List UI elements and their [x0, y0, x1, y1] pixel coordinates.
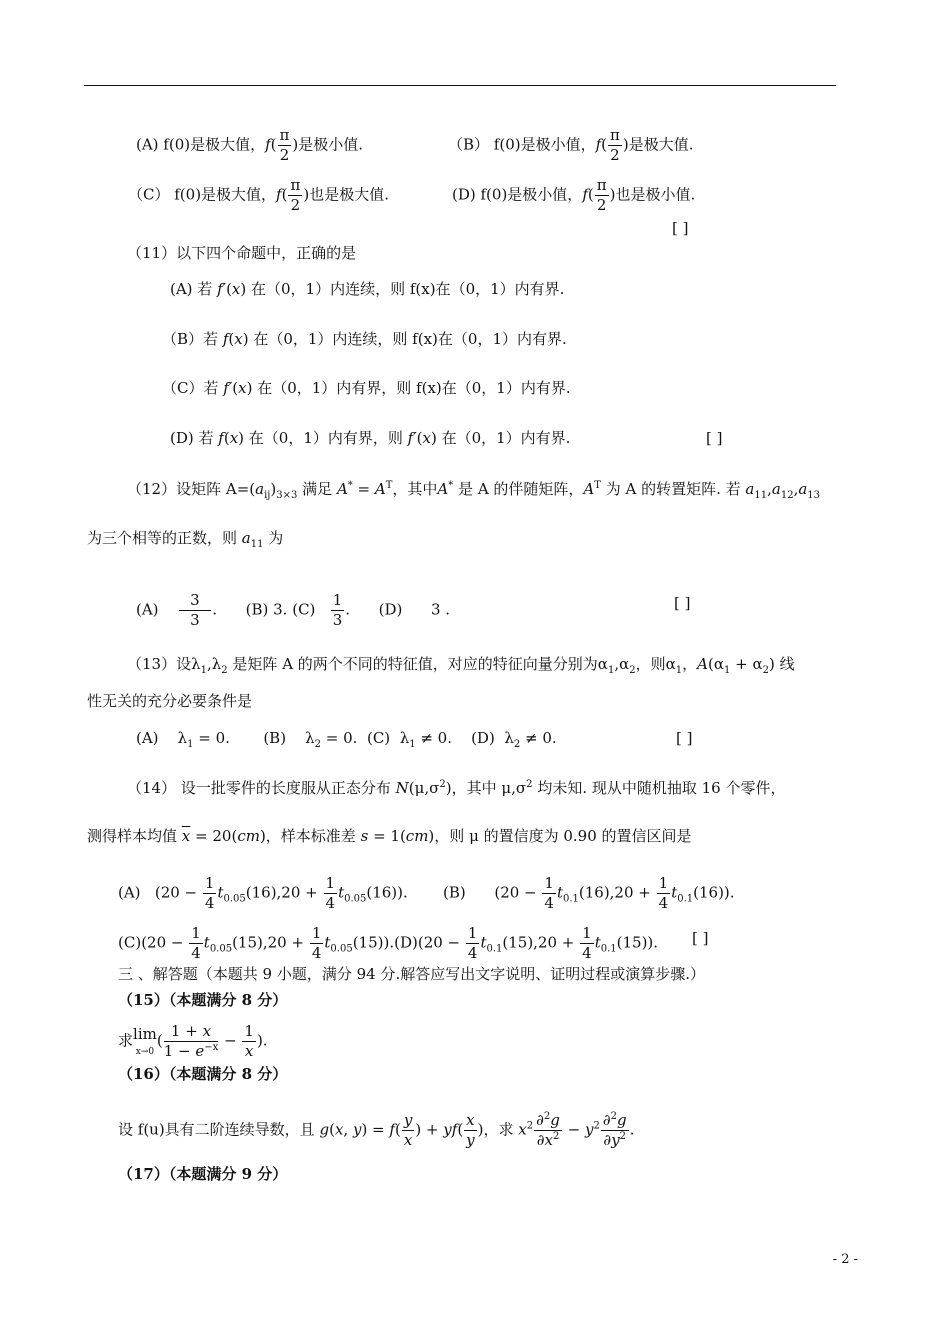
q14-option-a: (A) (20 − $\frac{1}{4}$ $t_{0.05}(16),20$ + $\frac{1}{4}$ $t_{0.05}(16)$). [118, 874, 408, 912]
q10-option-a: (A) f(0)是极大值，f( $\frac{\pi}{2}$ )是极小值. [136, 126, 364, 164]
q11-stem: （11）以下四个命题中，正确的是 [127, 244, 357, 262]
q10-option-c: （C） f(0)是极大值，f( $\frac{\pi}{2}$ )也是极大值. [128, 176, 389, 214]
q12-stem: （12）设矩阵 $A=(a_{ij})_{3\times 3}$ 满足 $A^* = A^T$，其中A* 是 A 的伴随矩阵，$A^T$ 为 A 的转置矩阵. 若 $a_{11},a_{12},a_{13}$ [127, 480, 821, 501]
q10-option-b: （B） f(0)是极小值，f( $\frac{\pi}{2}$ )是极大值. [448, 126, 694, 164]
q14-stem-cont: 测得样本均值 $\overline{x} = 20(cm)$，样本标准差 s = 1(cm)，则 μ 的置信度为 0.90 的置信区间是 [87, 827, 692, 845]
q12-options: (A) $\frac{3}{3}$ . (B) 3. (C) $\frac{1}{3}$ . (D) 3 . [136, 591, 451, 629]
q14-answer-bracket: [ ] [692, 929, 709, 947]
q13-stem-cont: 性无关的充分必要条件是 [87, 692, 253, 710]
q15-heading: （15）（本题满分 8 分） [118, 991, 288, 1009]
q17-heading: （17）（本题满分 9 分） [118, 1165, 288, 1183]
q14-option-c-d: (C)(20 − $\frac{1}{4}$ $t_{0.05}(15),20$ + $\frac{1}{4}$ $t_{0.05}(15)).(D)(20$ − $\frac{1}{4}$ $t_{0.1}(15),20$ + $\frac{1}{4}$ $t_{0.1}(15)$). [118, 924, 659, 962]
q12-stem-cont: 为三个相等的正数，则 $a_{11}$ 为 [87, 529, 284, 550]
q10-answer-bracket: [ ] [672, 219, 689, 237]
q13-answer-bracket: [ ] [676, 729, 693, 747]
q15-problem: 求lim x→0( $\frac{1 + x}{1 - e^{-x}}$ − $\frac{1}{x}$ ). [118, 1022, 268, 1060]
q16-heading: （16）（本题满分 8 分） [118, 1065, 288, 1083]
q13-stem: （13）设$\lambda_1,\lambda_2$ 是矩阵 A 的两个不同的特征值，对应的特征向量分别为$\alpha_1,\alpha_2$，则$\alpha_1$，$A(\alpha_1 + \alpha_2)$ 线 [127, 655, 795, 676]
q11-option-b: （B）若 f(x) 在（0，1）内连续，则 f(x)在（0，1）内有界. [162, 330, 567, 348]
header-rule [84, 85, 836, 86]
q11-answer-bracket: [ ] [706, 429, 723, 447]
section-3-heading: 三 、解答题（本题共 9 小题，满分 94 分.解答应写出文字说明、证明过程或演算步骤.） [118, 965, 706, 983]
q11-option-d: (D) 若 f(x) 在（0，1）内有界，则 f′(x) 在（0，1）内有界. [170, 429, 571, 447]
q13-options: (A) $\lambda_1 = 0$. (B) $\lambda_2 = 0$. (C) $\lambda_1 \ne 0$. (D) $\lambda_2 \ne 0$. [136, 729, 557, 750]
q12-answer-bracket: [ ] [674, 594, 691, 612]
q11-option-a: (A) 若 f′(x) 在（0，1）内连续，则 f(x)在（0，1）内有界. [170, 280, 565, 298]
q11-option-c: （C）若 f′(x) 在（0，1）内有界，则 f(x)在（0，1）内有界. [162, 379, 571, 397]
page-number: - 2 - [832, 1252, 858, 1267]
q16-problem: 设 f(u)具有二阶连续导数，且 g(x, y) = f( $\frac{y}{x}$ ) + yf( $\frac{x}{y}$ )，求 $x^2$ $\frac{\partial^2g}{\partial x^2}$ − $y^2$ $\frac{\partial^2g}{\partial y^2}$ . [118, 1111, 635, 1149]
q14-stem: （14） 设一批零件的长度服从正态分布 $N(\mu,\sigma^2)$，其中 $\mu,\sigma^2$ 均未知. 现从中随机抽取 16 个零件， [127, 779, 786, 797]
q14-option-b: (B) (20 − $\frac{1}{4}$ $t_{0.1}(16),20$ + $\frac{1}{4}$ $t_{0.1}(16)$). [443, 874, 735, 912]
q10-option-d: (D) f(0)是极小值，f( $\frac{\pi}{2}$ )也是极小值. [452, 176, 696, 214]
